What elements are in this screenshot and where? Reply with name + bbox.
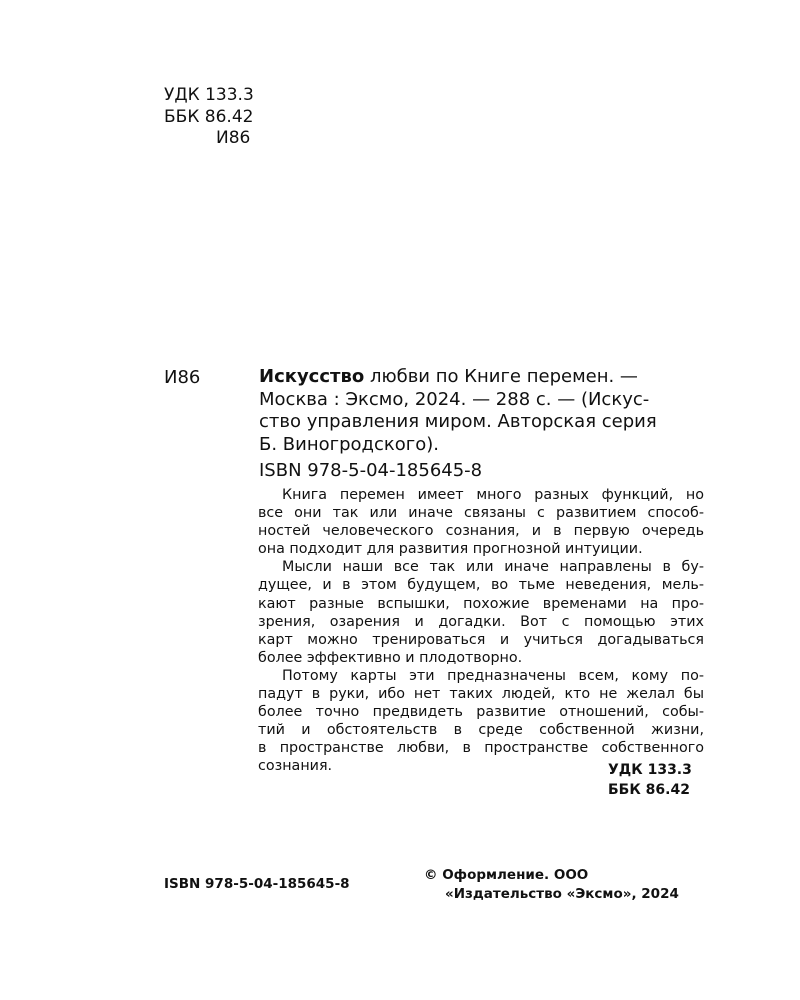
entry-title-rest: любви по Книге перемен. — [364, 366, 638, 387]
entry-author-mark: И86 [164, 367, 201, 388]
author-mark: И86 [216, 128, 251, 148]
annotation-line: ностей человеческого сознания, и в первую очередь [258, 523, 704, 540]
annotation-line: тий и обстоятельств в среде собственной жизни, [258, 722, 704, 739]
annotation-line: в пространстве любви, в пространстве собственного [258, 740, 704, 757]
annotation-line: все они так или иначе связаны с развитием способ- [258, 505, 704, 522]
udk-code: УДК 133.3 [164, 85, 254, 105]
bibliographic-entry [259, 366, 704, 456]
annotation-line: карт можно тренироваться и учиться догадываться [258, 631, 704, 648]
udk-code-bottom: УДК 133.3 [608, 762, 692, 778]
entry-line: ство управления миром. Авторская серия [259, 411, 657, 432]
annotation [258, 486, 704, 776]
annotation-line: Книга перемен имеет много разных функций, но [282, 487, 704, 503]
top-classification-codes [164, 85, 254, 150]
bbk-code-bottom: ББК 86.42 [608, 782, 690, 798]
bbk-code: ББК 86.42 [164, 106, 254, 127]
copyright-line-2: «Издательство «Эксмо», 2024 [445, 886, 679, 902]
footer-isbn: ISBN 978-5-04-185645-8 [164, 876, 350, 892]
entry-line: Москва : Эксмо, 2024. — 288 с. — (Искус- [259, 388, 650, 410]
annotation-line: падут в руки, ибо нет таких людей, кто не желал бы [258, 686, 704, 703]
bottom-classification-codes [608, 760, 692, 800]
annotation-line: более эффективно и плодотворно. [258, 649, 523, 666]
annotation-line: кают разные вспышки, похожие временами на про- [258, 595, 704, 612]
annotation-line: Мысли наши все так или иначе направлены в бу- [282, 559, 704, 576]
annotation-line: дущее, и в этом будущем, во тьме неведения, мель- [258, 577, 704, 594]
annotation-line: Потому карты эти предназначены всем, кому по- [282, 667, 704, 684]
annotation-line: сознания. [258, 758, 333, 775]
entry-line: Б. Виногродского). [259, 433, 439, 455]
entry-isbn: ISBN 978-5-04-185645-8 [259, 460, 483, 481]
annotation-line: более точно предвидеть развитие отношений, собы- [258, 704, 704, 721]
annotation-line: зрения, озарения и догадки. Вот с помощью этих [258, 613, 704, 630]
entry-title-line [259, 366, 704, 389]
annotation-line: она подходит для развития прогнозной интуиции. [258, 541, 643, 558]
entry-title-bold: Искусство [259, 366, 365, 387]
copyright-notice [424, 866, 679, 904]
copyright-line-1: © Оформление. ООО [424, 867, 589, 883]
